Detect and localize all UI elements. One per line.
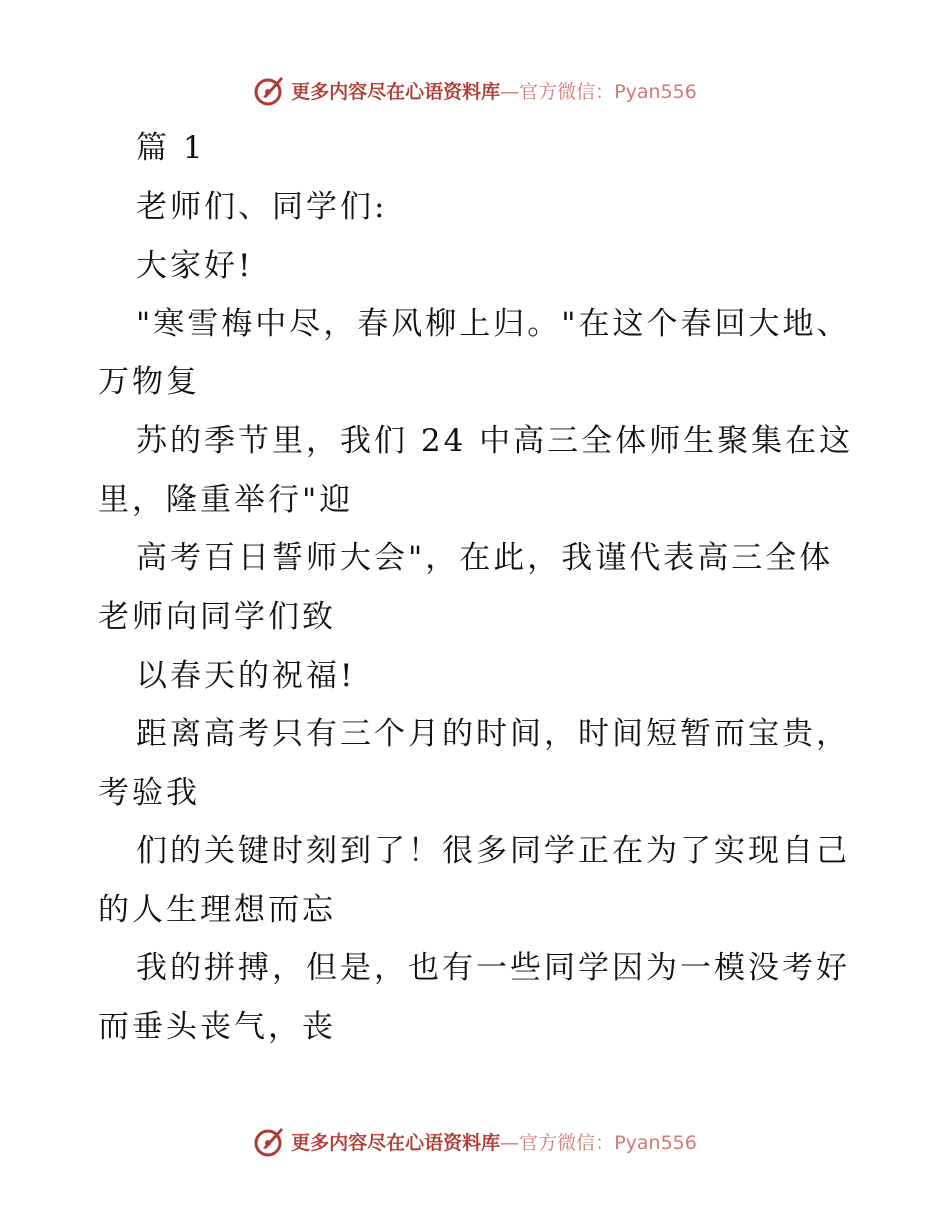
text-line: 里，隆重举行"迎	[98, 482, 354, 518]
footer-watermark	[0, 1121, 950, 1161]
text-line: 考验我	[98, 775, 200, 811]
feather-pen-circle-icon	[253, 1124, 287, 1158]
text-line: 万物复	[98, 364, 200, 400]
text-line: 的人生理想而忘	[98, 892, 336, 928]
text-line: 我的拼搏，但是，也有一些同学因为一模没考好	[136, 950, 850, 986]
section-heading: 篇 1	[136, 130, 206, 166]
feather-pen-circle-icon	[253, 73, 287, 107]
text-line: 距离高考只有三个月的时间，时间短暂而宝贵，	[136, 716, 850, 752]
text-line: 老师向同学们致	[98, 599, 336, 635]
text-line: 而垂头丧气，丧	[98, 1009, 336, 1045]
watermark-text: 更多内容尽在心语资料库—官方微信：Pyan556	[291, 80, 697, 103]
watermark-text: 更多内容尽在心语资料库—官方微信：Pyan556	[291, 1131, 697, 1154]
text-line: 大家好!	[136, 248, 254, 284]
text-line: 老师们、同学们:	[136, 189, 388, 225]
text-line: "寒雪梅中尽，春风柳上归。"在这个春回大地、	[136, 306, 851, 342]
text-line: 高考百日誓师大会"，在此，我谨代表高三全体	[136, 540, 834, 576]
text-line: 们的关键时刻到了！很多同学正在为了实现自己	[136, 833, 850, 869]
text-line: 苏的季节里，我们 24 中高三全体师生聚集在这	[136, 423, 854, 459]
text-line: 以春天的祝福!	[136, 658, 356, 694]
header-watermark	[0, 70, 950, 110]
